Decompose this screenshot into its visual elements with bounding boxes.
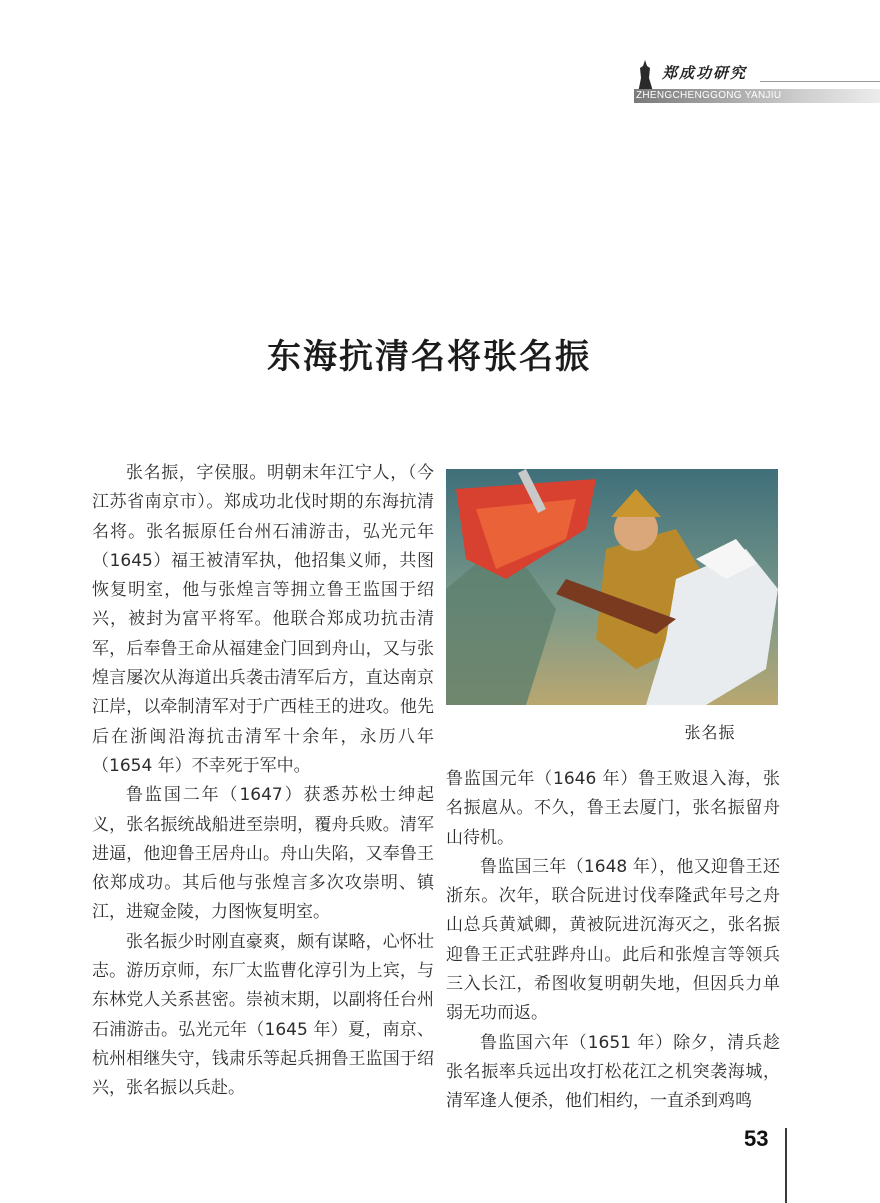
article-title: 东海抗清名将张名振 <box>267 336 591 377</box>
journal-header <box>628 52 880 112</box>
journal-title: 郑成功研究 <box>662 64 748 82</box>
page-rule <box>785 1128 787 1203</box>
journal-pinyin: ZHENGCHENGGONG YANJIU <box>636 90 782 101</box>
paragraph: 鲁监国六年（1651 年）除夕，清兵趁张名振率兵远出攻打松花江之机突袭海城，清军逢人便杀，他们相约，一直杀到鸡鸣 <box>446 1032 780 1112</box>
figure-caption: 张名振 <box>684 723 736 742</box>
header-rule <box>760 81 880 82</box>
paragraph: 鲁监国元年（1646 年）鲁王败退入海，张名振扈从。不久，鲁王去厦门，张名振留舟山待机。 <box>446 769 780 848</box>
page-number: 53 <box>744 1126 769 1151</box>
right-column <box>446 765 780 1117</box>
paragraph: 张名振，字侯服。明朝末年江宁人，（今江苏省南京市）。郑成功北伐时期的东海抗清名将。张名振原任台州石浦游击，弘光元年（1645）福王被清军执，他招集义师，共图恢复明室，他与张煌言等拥立鲁王监国于绍兴，被封为富平将军。他联合郑成功抗击清军，后奉鲁王命从福建金门回到舟山，又与张煌言屡次从海道出兵袭击清军后方，直达南京江岸，以牵制清军对于广西桂王的进攻。他先后在浙闽沿海抗击清军十余年，永历八年（1654 年）不幸死于军中。 <box>92 463 434 776</box>
left-column <box>92 459 434 1104</box>
paragraph: 鲁监国二年（1647）获悉苏松士绅起义，张名振统战船进至崇明，覆舟兵败。清军进逼，他迎鲁王居舟山。舟山失陷，又奉鲁王依郑成功。其后他与张煌言多次攻崇明、镇江，进窥金陵，力图恢复明室。 <box>92 785 434 923</box>
paragraph: 鲁监国三年（1648 年），他又迎鲁王还浙东。次年，联合阮进讨伐奉隆武年号之舟山总兵黄斌卿，黄被阮进沉海灭之，张名振迎鲁王正式驻跸舟山。此后和张煌言等领兵三入长江，希图收复明朝失地，但因兵力单弱无功而返。 <box>446 856 780 1024</box>
paragraph: 张名振少时刚直豪爽，颇有谋略，心怀壮志。游历京师，东厂太监曹化淳引为上宾，与东林党人关系甚密。崇祯末期，以副将任台州石浦游击。弘光元年（1645 年）夏，南京、杭州相继失守，钱肃乐等起兵拥鲁王监国于绍兴，张名振以兵赴。 <box>92 931 434 1099</box>
portrait-illustration <box>446 469 778 705</box>
